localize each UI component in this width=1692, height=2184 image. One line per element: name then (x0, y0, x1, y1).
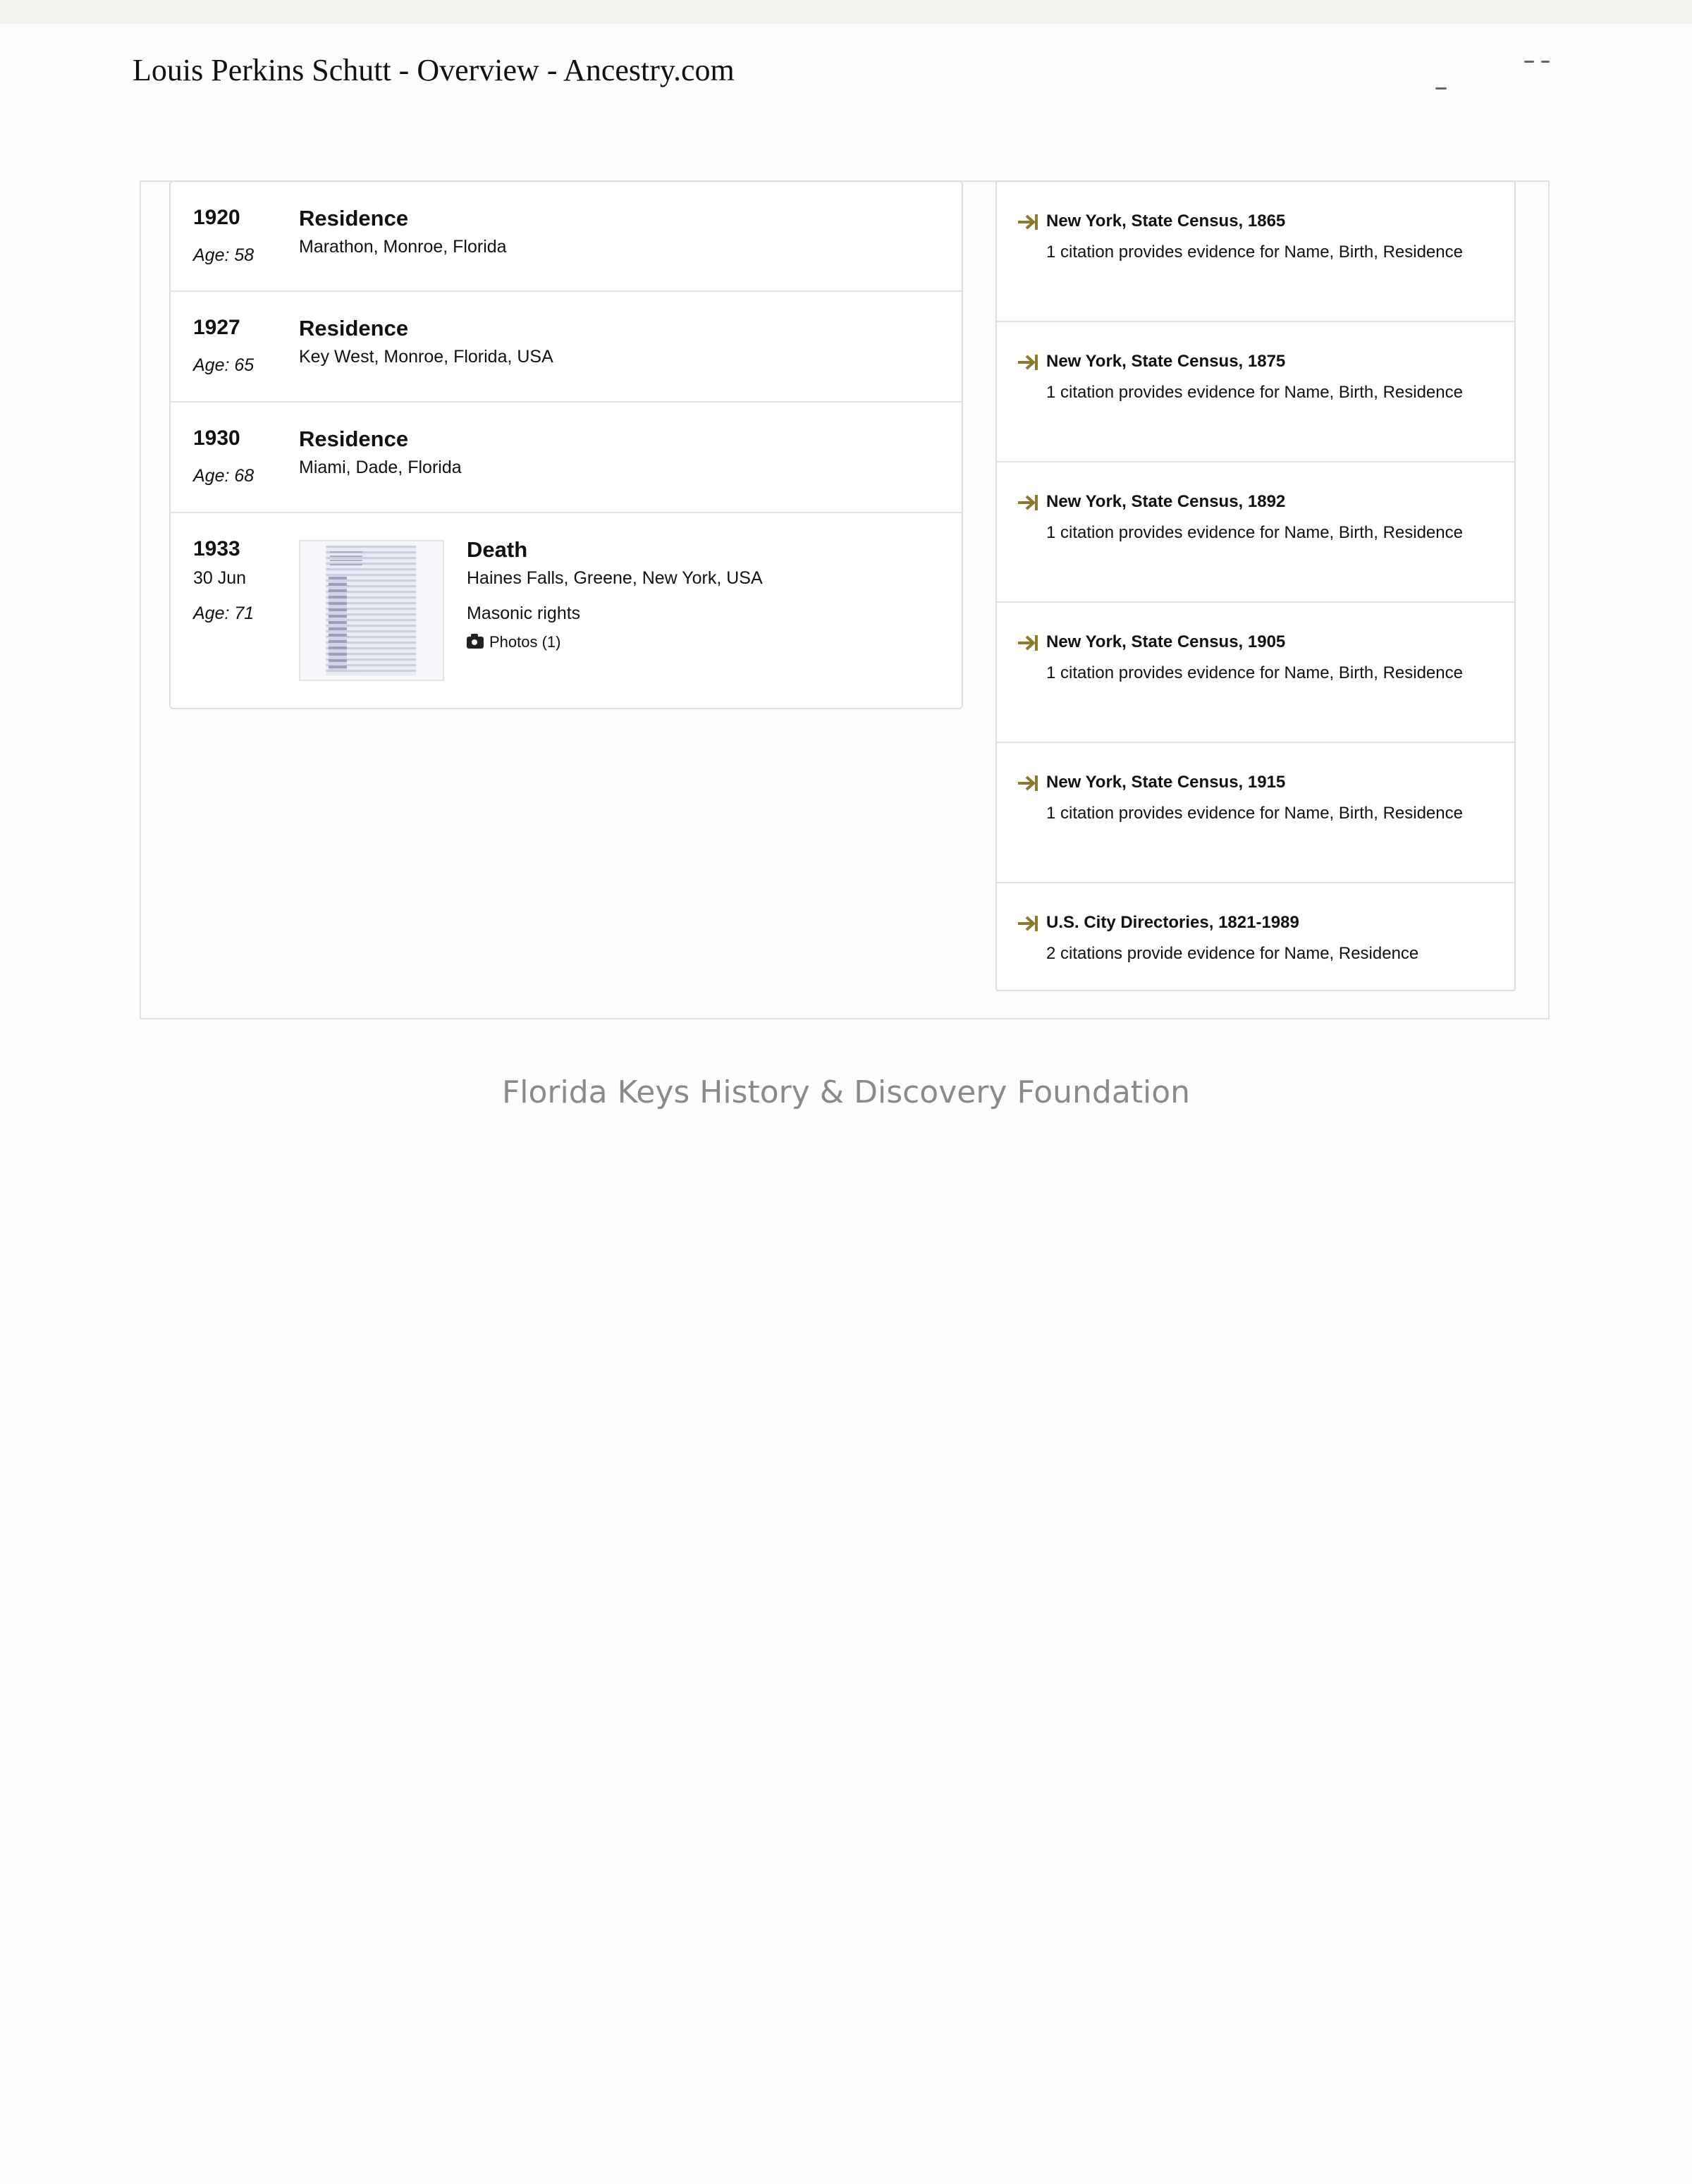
source-item[interactable] (997, 743, 1514, 883)
event-year: 1927 (193, 316, 240, 339)
source-item[interactable] (997, 883, 1514, 990)
event-year: 1933 (193, 537, 240, 560)
source-description: 1 citation provides evidence for Name, Birth, Residence (1046, 243, 1463, 262)
source-description: 2 citations provide evidence for Name, Residence (1046, 944, 1419, 963)
source-title[interactable]: New York, State Census, 1875 (1046, 352, 1286, 371)
source-item[interactable] (997, 182, 1514, 322)
source-description: 1 citation provides evidence for Name, Birth, Residence (1046, 663, 1463, 682)
document-thumbnail (326, 546, 416, 675)
source-arrow-icon (1017, 632, 1042, 654)
scan-mark (1541, 61, 1550, 63)
photos-count: Photos (1) (489, 633, 561, 651)
timeline-event[interactable] (171, 292, 962, 403)
event-year: 1920 (193, 206, 240, 229)
source-item[interactable] (997, 322, 1514, 462)
timeline-event[interactable] (171, 403, 962, 513)
scan-edge (0, 0, 1692, 24)
death-record-photo[interactable] (299, 540, 444, 681)
event-place: Miami, Dade, Florida (299, 458, 462, 477)
scan-mark (1524, 61, 1534, 63)
event-place: Haines Falls, Greene, New York, USA (467, 568, 763, 588)
event-description: Masonic rights (467, 603, 581, 623)
source-description: 1 citation provides evidence for Name, Birth, Residence (1046, 383, 1463, 402)
source-item[interactable] (997, 462, 1514, 603)
source-arrow-icon (1017, 492, 1042, 513)
event-age: Age: 65 (193, 355, 255, 375)
life-events-timeline (169, 180, 963, 709)
event-date: 30 Jun (193, 568, 247, 588)
source-arrow-icon (1017, 211, 1042, 233)
event-age: Age: 71 (193, 603, 255, 623)
event-age: Age: 58 (193, 245, 255, 265)
source-description: 1 citation provides evidence for Name, Birth, Residence (1046, 523, 1463, 542)
sources-list (995, 180, 1516, 991)
page-title: Louis Perkins Schutt - Overview - Ancestry.com (133, 53, 735, 87)
camera-icon (467, 637, 484, 649)
source-arrow-icon (1017, 773, 1042, 794)
scan-mark (1435, 87, 1447, 90)
event-type[interactable]: Residence (299, 206, 409, 231)
event-type[interactable]: Residence (299, 427, 409, 451)
source-title[interactable]: U.S. City Directories, 1821-1989 (1046, 913, 1299, 932)
event-type[interactable]: Residence (299, 316, 409, 341)
event-age: Age: 68 (193, 466, 255, 486)
source-arrow-icon (1017, 913, 1042, 934)
source-arrow-icon (1017, 352, 1042, 373)
timeline-event[interactable] (171, 513, 962, 709)
timeline-event[interactable] (171, 182, 962, 292)
source-title[interactable]: New York, State Census, 1915 (1046, 773, 1286, 792)
event-place: Key West, Monroe, Florida, USA (299, 347, 553, 367)
footer-credit: Florida Keys History & Discovery Foundation (501, 1074, 1191, 1110)
photos-link[interactable] (467, 633, 561, 651)
event-type[interactable]: Death (467, 537, 528, 562)
event-year: 1930 (193, 427, 240, 450)
source-description: 1 citation provides evidence for Name, Birth, Residence (1046, 804, 1463, 823)
event-place: Marathon, Monroe, Florida (299, 237, 507, 257)
source-title[interactable]: New York, State Census, 1865 (1046, 211, 1286, 231)
source-title[interactable]: New York, State Census, 1892 (1046, 492, 1286, 511)
source-title[interactable]: New York, State Census, 1905 (1046, 632, 1286, 651)
source-item[interactable] (997, 603, 1514, 743)
